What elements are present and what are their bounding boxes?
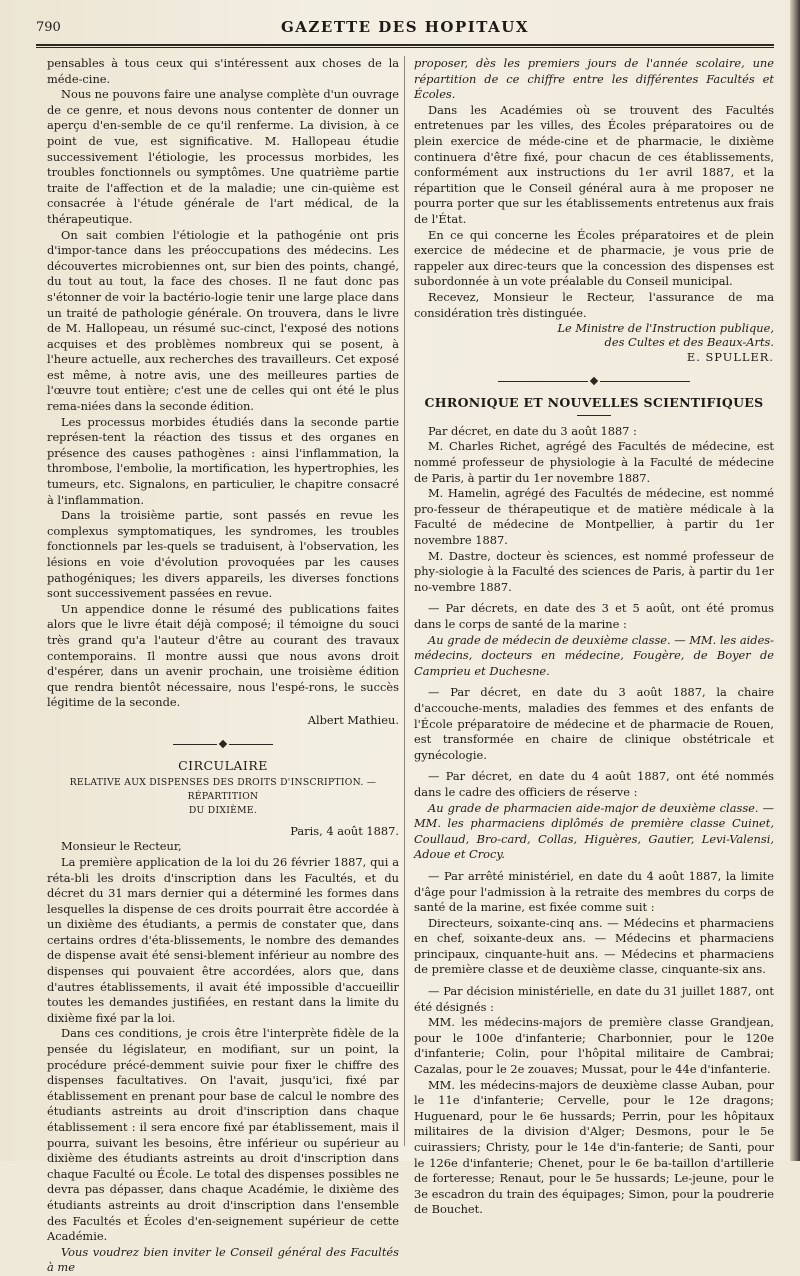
paragraph: Dans ces conditions, je crois être l'interprète fidèle de la pensée du législateur, en modifiant, sur un point, la procédure précé-demment suivie pour fixer le chiffre des dispenses facultatives. On l'avait, jusqu'ici, fixé par établissement en prenant pour base de calcul le nombre des étudiants astreints au droit d'inscription dans chaque établissement : il sera encore fixé par établissement, mais il pourra, suivant les besoins, être inférieur ou supérieur au dixième des étudiants astreints au droit d'inscription dans chaque Faculté ou École. Le total des dispenses possibles ne devra pas dépasser, dans chaque Académie, le dixième des étudiants astreints au droit d'inscription dans l'ensemble des Facultés et Écoles d'en-seignement supérieur de cette Académie. — [47, 1026, 399, 1244]
paragraph: En ce qui concerne les Écoles préparatoires et de plein exercice de médecine et de pharmacie, je vous prie de rappeler aux direc-teurs que la concession des dispenses est subordonnée à un vote préalable du Conseil municipal. — [414, 227, 774, 289]
section-ornament — [414, 374, 774, 390]
paragraph: Nous ne pouvons faire une analyse complète d'un ouvrage de ce genre, et nous devons nous contenter de donner un aperçu d'en-semble de ce qu'il renferme. La division, à ce point de vue, est significative. M. Hallopeau étudie successivement l'étiologie, les processus morbides, les troubles fonctionnels ou symptômes. Une quatrième partie traite de l'affection et de la maladie; une cin-quième est consacrée à l'étude générale de l'art médical, de la thérapeutique. — [47, 87, 399, 226]
news-item: — Par arrêté ministériel, en date du 4 août 1887, la limite d'âge pour l'admission à la retraite des membres du corps de santé de la marine, est fixée comme suit : — [414, 868, 774, 915]
header-rule — [36, 44, 774, 48]
paragraph: On sait combien l'étiologie et la pathogénie ont pris d'impor-tance dans les préoccupations des médecins. Les découvertes microbiennes ont, sur bien des points, changé, du tout au tout, la face des choses. Il ne faut donc pas s'étonner de voir la bactério-logie tenir une large place dans un traité de pathologie générale. On trouvera, dans le livre de M. Hallopeau, un résumé suc-cinct, l'exposé des notions acquises et des problèmes nombreux qui se posent, à l'heure actuelle, aux recherches des travailleurs. Cet exposé est même, à notre avis, une des meilleures parties de l'œuvre tout entière; c'est une de celles qui ont été le plus rema-niées dans la seconde édition. — [47, 227, 399, 414]
minister-title — [414, 321, 774, 349]
paragraph: pensables à tous ceux qui s'intéressent aux choses de la méde-cine. — [47, 56, 399, 86]
news-item: — Par décision ministérielle, en date du 31 juillet 1887, ont été désignés : — [414, 984, 774, 1014]
news-item: Au grade de médecin de deuxième classe. — MM. les aides-médecins, docteurs en médecine, Fougère, de Boyer de Camprieu et Duchesne. — [414, 632, 774, 678]
chronicle-title: CHRONIQUE ET NOUVELLES SCIENTIFIQUES — [424, 395, 764, 411]
news-item: M. Charles Richet, agrégé des Facultés de médecine, est nommé professeur de physiologie à la Faculté de médecine de Paris, à partir du 1er novembre 1887. — [414, 439, 774, 485]
news-item: Au grade de pharmacien aide-major de deuxième classe. — MM. les pharmaciens diplômés de première classe Cuinet, Coullaud, Bro-card, Collas, Higuères, Gautier, Levi-Valensi, Adoue et Crocy. — [414, 800, 774, 862]
circular-subtitle — [47, 776, 399, 818]
circular-subtitle-line-2: DU DIXIÈME. — [188, 804, 258, 816]
paragraph: Vous voudrez bien inviter le Conseil général des Facultés à me — [47, 1244, 399, 1275]
news-item: MM. les médecins-majors de première classe Grandjean, pour le 100e d'infanterie; Charbonnier, pour le 120e d'infanterie; Colin, pour l'hôpital militaire de Cambrai; Cazalas, pour le 2e zouaves; Mussat, pour le 44e d'infanterie. — [414, 1015, 774, 1077]
paragraph: La première application de la loi du 26 février 1887, qui a réta-bli les droits d'inscription dans les Facultés, et du décret du 31 mars dernier qui a déterminé les formes dans lesquelles la dispense de ces droits pourrait être accordée à un dixième des étudiants, a permis de constater que, dans certains ordres d'éta-blissements, le nombre des demandes de dispense avait été sensi-blement inférieur au nombre des dispenses qui pouvaient être accordées, alors que, dans d'autres établissements, il avait été impossible d'accueillir toutes les demandes justifiées, en restant dans la limite du dixième fixé par la loi. — [47, 854, 399, 1025]
page-spine-shadow — [790, 0, 800, 1161]
news-item: M. Hamelin, agrégé des Facultés de médecine, est nommé pro-fesseur de thérapeutique et de matière médicale à la Faculté de médecine de Montpellier, à partir du 1er novembre 1887. — [414, 486, 774, 548]
page-header — [36, 18, 774, 40]
page-number: 790 — [36, 20, 61, 35]
news-item: M. Dastre, docteur ès sciences, est nommé professeur de phy-siologie à la Faculté des sciences de Paris, à partir du 1er no-vembre 1887. — [414, 548, 774, 594]
news-item: — Par décret, en date du 3 août 1887, la chaire d'accouche-ments, maladies des femmes et des enfants de l'École préparatoire de médecine et de pharmacie de Rouen, est transformée en chaire de clinique obstétricale et gynécologie. — [414, 685, 774, 762]
minister-signature: E. SPULLER. — [686, 350, 774, 365]
news-item: — Par décrets, en date des 3 et 5 août, ont été promus dans le corps de santé de la marine : — [414, 601, 774, 631]
left-column — [47, 56, 399, 1276]
news-item: Directeurs, soixante-cinq ans. — Médecins et pharmaciens en chef, soixante-deux ans. — Médecins et pharmaciens principaux, cinquante-huit ans. — Médecins et pharmaciens de première classe et de deuxième classe, cinquante-six ans. — [414, 915, 774, 977]
column-divider — [404, 56, 405, 1146]
circular-subtitle-line-1: RELATIVE AUX DISPENSES DES DROITS D'INSCRIPTION. — RÉPARTITION — [69, 776, 377, 802]
paragraph: Recevez, Monsieur le Recteur, l'assurance de ma considération très distinguée. — [414, 289, 774, 320]
running-title: GAZETTE DES HOPITAUX — [280, 18, 529, 36]
paragraph: Dans la troisième partie, sont passés en revue les complexus symptomatiques, les syndromes, les troubles fonctionnels par les-quels se traduisent, à l'observation, les lésions en voie d'évolution provoquées par les causes pathogéniques; les divers appareils, les diverses fonctions sont successivement passées en revue. — [47, 508, 399, 601]
paragraph: proposer, dès les premiers jours de l'année scolaire, une répartition de ce chiffre entre les différentes Facultés et Écoles. — [414, 56, 774, 102]
section-ornament — [47, 737, 399, 753]
news-item: Par décret, en date du 3 août 1887 : — [428, 423, 637, 438]
news-item: MM. les médecins-majors de deuxième classe Auban, pour le 11e d'infanterie; Cervelle, pour le 12e dragons; Huguenard, pour le 6e hussards; Perrin, pour les hôpitaux militaires de la division d'Alger; Desmons, pour le 5e cuirassiers; Christy, pour le 14e d'in-fanterie; de Santi, pour le 126e d'infanterie; Chenet, pour le 6e ba-taillon d'artillerie de forteresse; Renaut, pour le 5e hussards; Le-jeune, pour le 3e escadron du train des équipages; Simon, pour la poudrerie de Bouchet. — [414, 1077, 774, 1217]
minister-title-line-2: des Cultes et des Beaux-Arts. — [604, 335, 774, 350]
salutation: Monsieur le Recteur, — [61, 839, 182, 854]
circular-title: CIRCULAIRE — [178, 758, 268, 774]
paragraph: Dans les Académies où se trouvent des Facultés entretenues par les villes, des Écoles préparatoires ou de plein exercice de méde-cine et de pharmacie, le dixième continuera d'être fixé, pour chacun de ces établissements, conformément aux instructions du 1er avril 1887, et la répartition que le Conseil général aura à me proposer ne pourra porter que sur les établissements entretenus aux frais de l'État. — [414, 102, 774, 226]
minister-title-line-1: Le Ministre de l'Instruction publique, — [557, 321, 774, 336]
paragraph: Un appendice donne le résumé des publications faites alors que le livre était déjà composé; il témoigne du souci très grand qu'a l'auteur d'être au courant des travaux contemporains. Il montre aussi que nous avons droit d'espérer, dans un avenir prochain, une troisième édition que rendra bientôt nécessaire, nous l'espé-rons, le succès légitime de la seconde. — [47, 601, 399, 710]
news-item: — Par décret, en date du 4 août 1887, ont été nommés dans le cadre des officiers de réserve : — [414, 769, 774, 799]
paragraph: Les processus morbides étudiés dans la seconde partie représen-tent la réaction des tissus et des organes en présence des causes pathogènes : ainsi l'inflammation, la thrombose, l'embolie, la mortification, les hypertrophies, les tumeurs, etc. Signalons, en particulier, le chapitre consacré à l'inflammation. — [47, 414, 399, 507]
circular-date: Paris, 4 août 1887. — [290, 823, 399, 838]
short-rule — [577, 415, 611, 416]
author-signature: Albert Mathieu. — [307, 712, 399, 727]
right-column — [414, 56, 774, 1218]
